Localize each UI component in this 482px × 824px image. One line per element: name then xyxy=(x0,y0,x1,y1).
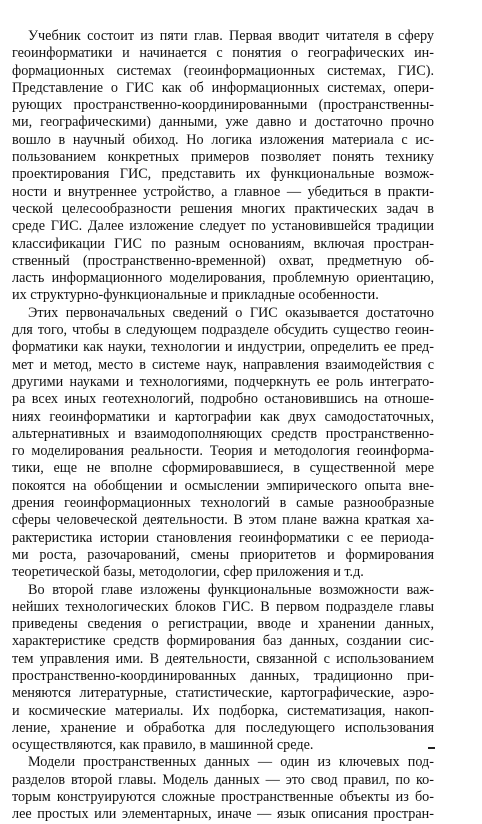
text-line: вошло в научный обиход. Но логика изложения материала с ис- xyxy=(12,131,434,148)
text-line: ности и внутреннее устройство, а главное — убедиться в практи- xyxy=(12,183,434,200)
text-line: форматики как науки, технологии и индустрии, определить ее пред- xyxy=(12,339,434,356)
text-line: го моделирования реальности. Теория и методология геоинформа- xyxy=(12,443,434,460)
text-line: торым конструируются сложные пространственные объекты из бо- xyxy=(12,789,434,806)
paragraph-1 xyxy=(12,28,434,305)
text-line: нейших технологических блоков ГИС. В первом подразделе главы xyxy=(12,598,434,615)
text-line: характеристике средств формирования баз данных, создании сис- xyxy=(12,633,434,650)
text-line: рующих пространственно-координированными (пространственны- xyxy=(12,97,434,114)
text-line: другими науками и технологиями, подчеркнуть ее роль интеграто- xyxy=(12,373,434,390)
text-line: тем управления ими. В деятельности, связанной с использованием xyxy=(12,650,434,667)
text-line: ми, географическими) данными, уже давно и достаточно прочно xyxy=(12,114,434,131)
text-line: приведены сведения о регистрации, вводе и хранении данных, xyxy=(12,616,434,633)
text-line: мет и метод, место в системе наук, направления взаимодействия с xyxy=(12,356,434,373)
text-line: их структурно-функциональные и прикладные особенности. xyxy=(12,287,379,304)
text-line: Представление о ГИС как об информационных системах, опери- xyxy=(12,79,434,96)
text-line: теоретической базы, методологии, сфер приложения и т.д. xyxy=(12,564,364,581)
text-line: ческой целесообразности решения многих практических задач в xyxy=(12,200,434,217)
text-line: среде ГИС. Далее изложение следует по установившейся традиции xyxy=(12,218,434,235)
page-mark-dash xyxy=(428,747,435,749)
text-line: ление, хранение и обработка для последующего использования xyxy=(12,719,434,736)
text-line: разделов второй главы. Модель данных — это свод правил, по ко- xyxy=(12,771,434,788)
text-line: Учебник состоит из пяти глав. Первая вводит читателя в сферу xyxy=(28,28,434,44)
text-line: пользованием конкретных примеров позволяет понять технику xyxy=(12,149,434,166)
text-line: Во второй главе изложены функциональные возможности важ- xyxy=(28,581,434,598)
text-line: альтернативных и взаимодополняющих средств пространственно- xyxy=(12,425,434,442)
text-line: пространственно-координированных данных, традиционно при- xyxy=(12,667,434,684)
text-line: Этих первоначальных сведений о ГИС оказывается достаточно xyxy=(28,304,434,321)
text-line: ласть информационного моделирования, проблемную ориентацию, xyxy=(12,270,434,287)
page-body xyxy=(12,28,434,824)
paragraph-4 xyxy=(12,754,434,823)
text-line: покоятся на обобщении и осмыслении эмпирического опыта вне- xyxy=(12,477,434,494)
text-line: классификации ГИС по разным основаниям, включая простран- xyxy=(12,235,434,252)
text-line: осуществляются, как правило, в машинной среде. xyxy=(12,737,314,754)
text-line: дрения геоинформационных технологий в самые разнообразные xyxy=(12,495,434,512)
text-line: лее простых или элементарных, иначе — язык описания простран- xyxy=(12,806,434,823)
text-line: меняются литературные, статистические, картографические, аэро- xyxy=(12,685,434,702)
text-line: геоинформатики и начинается с понятия о географических ин- xyxy=(12,45,434,62)
paragraph-2 xyxy=(12,305,434,582)
text-line: формационных системах (геоинформационных системах, ГИС). xyxy=(12,62,434,79)
text-line: ственный (пространственно-временной) охват, предметную об- xyxy=(12,252,434,269)
text-line: тики, еще не вполне сформировавшиеся, в существенной мере xyxy=(12,460,434,477)
text-line: сферы человеческой деятельности. В этом плане важна краткая ха- xyxy=(12,512,434,529)
text-line: проектирования ГИС, представить их функциональные возмож- xyxy=(12,166,434,183)
text-line: ми роста, разочарований, смены приоритетов и формирования xyxy=(12,546,434,563)
text-line: рактеристика истории становления геоинформатики с ее периода- xyxy=(12,529,434,546)
paragraph-3 xyxy=(12,582,434,755)
text-line: ниях геоинформатики и картографии как двух самодостаточных, xyxy=(12,408,434,425)
text-line: ра всех иных геотехнологий, подробно остановившись на отноше- xyxy=(12,391,434,408)
text-line: Модели пространственных данных — один из ключевых под- xyxy=(28,754,434,771)
text-line: для того, чтобы в следующем подразделе обсудить существо геоин- xyxy=(12,322,434,339)
text-line: и космические материалы. Их подборка, систематизация, накоп- xyxy=(12,702,434,719)
